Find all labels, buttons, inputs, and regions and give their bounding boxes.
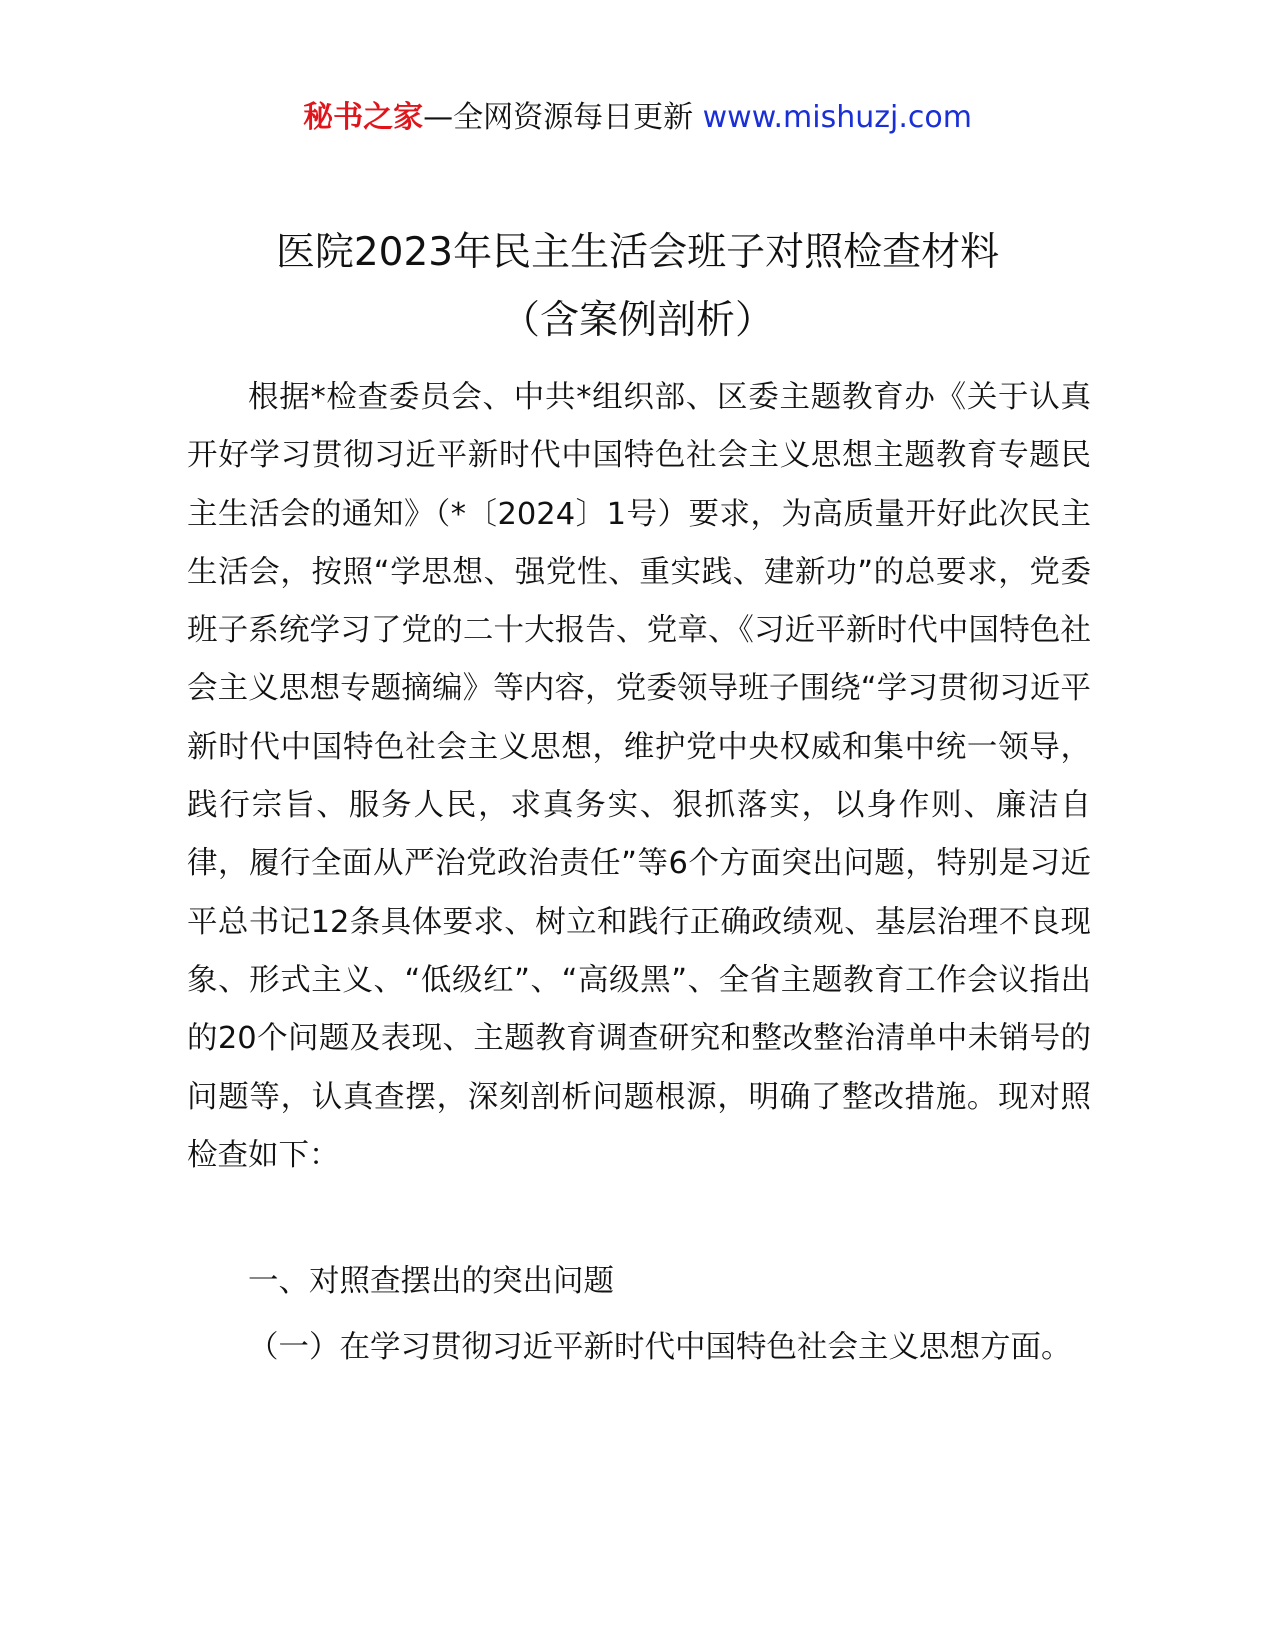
site-header [0, 98, 1275, 138]
brand-name: 秘书之家 [303, 100, 424, 135]
subsection-heading: （一）在学习贯彻习近平新时代中国特色社会主义思想方面。 [248, 1330, 1072, 1365]
intro-paragraph: 根据*检查委员会、中共*组织部、区委主题教育办《关于认真开好学习贯彻习近平新时代中国特色社会主义思想主题教育专题民主生活会的通知》（*〔2024〕1号）要求，为高质量开好此次民主生活会，按照“学思想、强党性、重实践、建新功”的总要求，党委班子系统学习了党的二十大报告、党章、《习近平新时代中国特色社会主义思想专题摘编》等内容，党委领导班子围绕“学习贯彻习近平新时代中国特色社会主义思想，维护党中央权威和集中统一领导，践行宗旨、服务人民，求真务实、狠抓落实，以身作则、廉洁自律，履行全面从严治党政治责任”等6个方面突出问题，特别是习近平总书记12条具体要求、树立和践行正确政绩观、基层治理不良现象、形式主义、“低级红”、“高级黑”、全省主题教育工作会议指出的20个问题及表现、主题教育调查研究和整改整治清单中未销号的问题等，认真查摆，深刻剖析问题根源，明确了整改措施。现对照检查如下： [187, 380, 1091, 1173]
section-heading: 一、对照查摆出的突出问题 [248, 1264, 614, 1299]
site-url-link[interactable]: www.mishuzj.com [702, 100, 972, 135]
document-subtitle: （含案例剖析） [500, 298, 774, 343]
header-tagline: —全网资源每日更新 [423, 100, 703, 135]
document-title: 医院2023年民主生活会班子对照检查材料 [275, 230, 1000, 275]
